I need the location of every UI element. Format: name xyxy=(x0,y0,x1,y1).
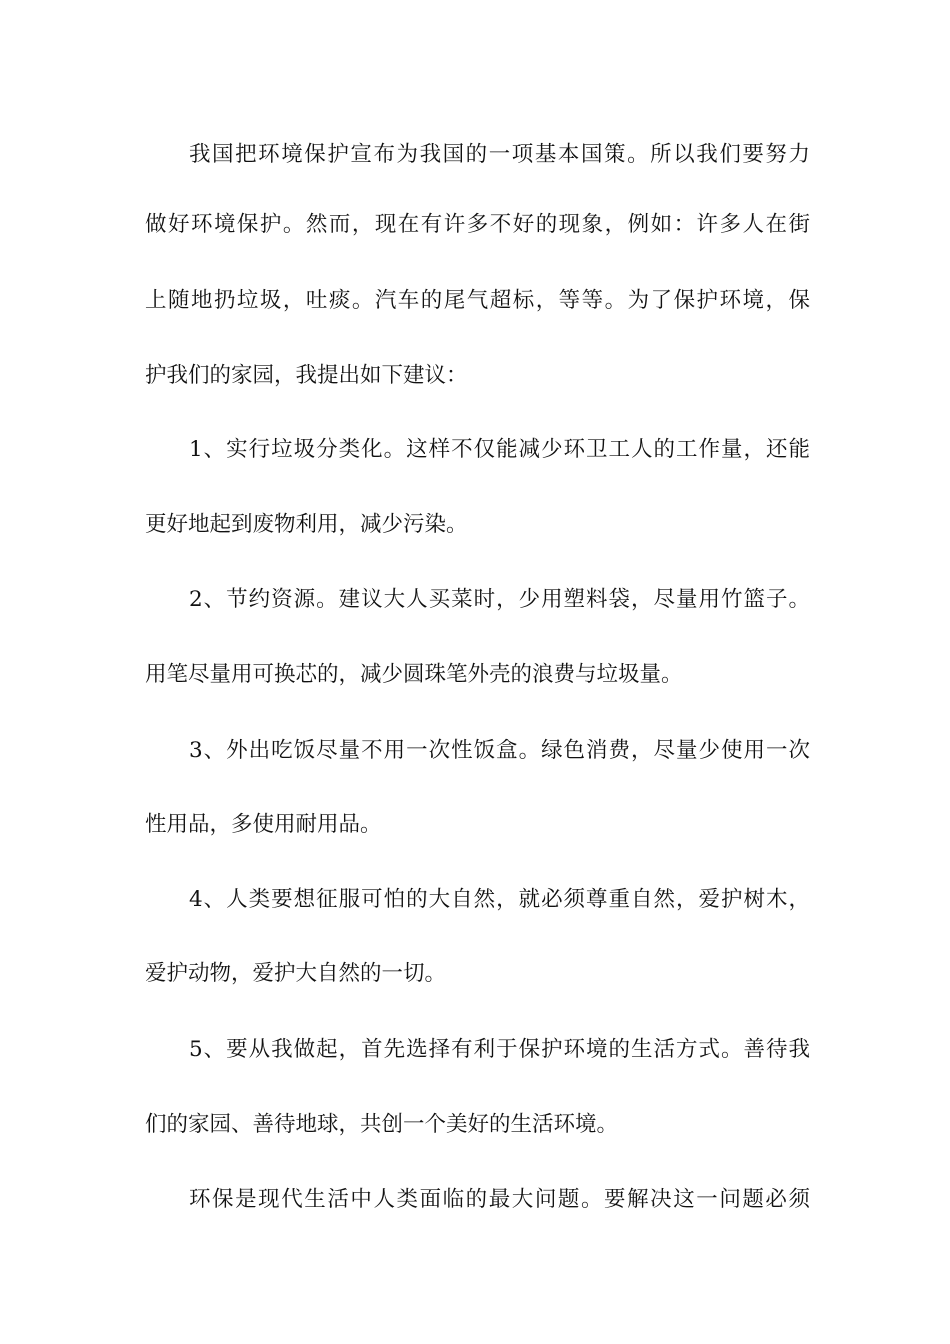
suggestion-2-line-1: 2、节约资源。建议大人买菜时，少用塑料袋，尽量用竹篮子。 xyxy=(189,587,810,612)
suggestion-2-line-2: 用笔尽量用可换芯的，减少圆珠笔外壳的浪费与垃圾量。 xyxy=(145,662,683,687)
suggestion-3-line-1: 3、外出吃饭尽量不用一次性饭盒。绿色消费，尽量少使用一次 xyxy=(189,738,810,763)
paragraph-1-line-2: 做好环境保护。然而，现在有许多不好的现象，例如：许多人在街 xyxy=(145,212,810,237)
suggestion-1-line-1: 1、实行垃圾分类化。这样不仅能减少环卫工人的工作量，还能 xyxy=(189,437,810,462)
conclusion-line-1: 环保是现代生活中人类面临的最大问题。要解决这一问题必须 xyxy=(189,1187,810,1212)
paragraph-1-line-3: 上随地扔垃圾，吐痰。汽车的尾气超标，等等。为了保护环境，保 xyxy=(145,288,810,313)
suggestion-3-line-2: 性用品，多使用耐用品。 xyxy=(145,812,382,837)
suggestion-5-line-2: 们的家园、善待地球，共创一个美好的生活环境。 xyxy=(145,1112,619,1137)
suggestion-5-line-1: 5、要从我做起，首先选择有利于保护环境的生活方式。善待我 xyxy=(189,1037,810,1062)
paragraph-1-line-1: 我国把环境保护宣布为我国的一项基本国策。所以我们要努力 xyxy=(189,142,810,167)
paragraph-1-line-4: 护我们的家园，我提出如下建议： xyxy=(145,363,468,388)
suggestion-4-line-2: 爱护动物，爱护大自然的一切。 xyxy=(145,961,447,986)
suggestion-1-line-2: 更好地起到废物利用，减少污染。 xyxy=(145,512,468,537)
suggestion-4-line-1: 4、人类要想征服可怕的大自然，就必须尊重自然，爱护树木， xyxy=(189,887,810,912)
